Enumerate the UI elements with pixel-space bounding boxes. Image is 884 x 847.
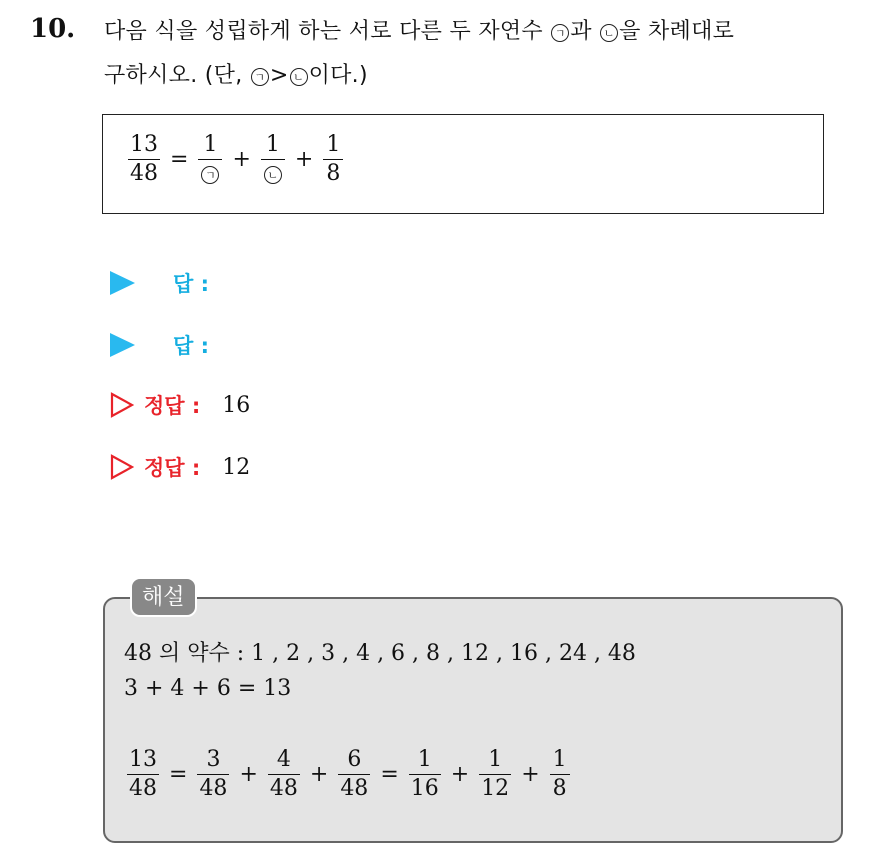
fraction-term-1 xyxy=(198,133,222,186)
question-text: 구하시오. (단, xyxy=(104,63,250,88)
numerator: 1 xyxy=(326,132,341,157)
question-line-2 xyxy=(104,58,368,89)
equals-sign: = xyxy=(169,762,188,787)
numerator: 13 xyxy=(129,747,157,772)
fraction xyxy=(338,748,370,801)
numerator: 1 xyxy=(552,747,567,772)
fraction xyxy=(409,748,441,801)
denominator: 48 xyxy=(199,776,228,801)
numerator: 1 xyxy=(203,132,218,157)
plus-sign: + xyxy=(450,762,470,787)
question-line-1 xyxy=(104,14,734,45)
solution-tag: 해설 xyxy=(130,577,197,617)
numerator: 3 xyxy=(206,747,221,772)
question-text: 다음 식을 성립하게 하는 서로 다른 두 자연수 xyxy=(104,19,551,44)
correct-label: 정답 : xyxy=(144,456,201,480)
numerator: 4 xyxy=(276,747,291,772)
correct-row-2 xyxy=(110,452,250,482)
denominator: 48 xyxy=(340,776,369,801)
correct-value: 16 xyxy=(222,392,251,418)
denominator: 8 xyxy=(550,774,570,801)
triangle-outline-icon xyxy=(110,454,134,480)
equals-sign: = xyxy=(170,147,189,172)
denominator xyxy=(198,159,222,186)
solution-equation xyxy=(124,748,573,801)
triangle-filled-icon xyxy=(110,333,135,357)
triangle-outline-icon xyxy=(110,392,134,418)
answer-label: 답 : xyxy=(173,334,209,358)
fraction-term-3 xyxy=(323,133,343,186)
fraction xyxy=(197,748,229,801)
denominator: 16 xyxy=(410,776,439,801)
numerator: 1 xyxy=(417,747,432,772)
greater-than-sign: > xyxy=(269,63,289,88)
numerator: 1 xyxy=(488,747,503,772)
question-number: 10. xyxy=(30,14,76,44)
question-text: 이다.) xyxy=(308,63,368,88)
circled-mark-b: ㄴ xyxy=(264,166,282,184)
question-text: 과 xyxy=(570,19,600,44)
numerator: 6 xyxy=(347,747,362,772)
question-text: 을 차례대로 xyxy=(619,19,735,44)
equals-sign: = xyxy=(380,762,399,787)
solution-text: 48 xyxy=(124,641,159,666)
plus-sign: + xyxy=(239,762,258,787)
denominator: 12 xyxy=(481,776,510,801)
denominator: 48 xyxy=(130,161,158,186)
solution-line-2: 3 + 4 + 6 = 13 xyxy=(124,676,292,701)
denominator: 48 xyxy=(129,776,157,801)
denominator xyxy=(261,159,285,186)
fraction-lhs xyxy=(128,133,160,186)
numerator: 1 xyxy=(265,132,280,157)
correct-row-1 xyxy=(110,390,250,420)
solution-text: : 1 , 2 , 3 , 4 , 6 , 8 , 12 , 16 , 24 , 48 xyxy=(229,641,636,666)
answer-label: 답 : xyxy=(173,272,209,296)
circled-mark-a: ㄱ xyxy=(551,24,569,42)
plus-sign: + xyxy=(309,762,329,787)
answer-row-2 xyxy=(110,330,209,360)
numerator: 13 xyxy=(130,132,158,157)
fraction-term-2 xyxy=(261,133,285,186)
solution-line-1 xyxy=(124,636,636,667)
plus-sign: + xyxy=(294,147,314,172)
circled-mark-b: ㄴ xyxy=(600,24,618,42)
correct-value: 12 xyxy=(222,454,251,480)
correct-label: 정답 : xyxy=(144,394,201,418)
solution-text: 의 약수 xyxy=(159,641,230,666)
answer-row-1 xyxy=(110,268,209,298)
fraction xyxy=(127,748,159,801)
plus-sign: + xyxy=(521,762,540,787)
fraction xyxy=(479,748,511,801)
triangle-filled-icon xyxy=(110,271,135,295)
denominator: 8 xyxy=(323,159,343,186)
solution-box xyxy=(103,597,843,843)
equation-box xyxy=(102,114,824,214)
plus-sign: + xyxy=(232,147,251,172)
circled-mark-b: ㄴ xyxy=(290,68,308,86)
equation xyxy=(125,133,346,186)
fraction xyxy=(268,748,300,801)
circled-mark-a: ㄱ xyxy=(201,166,219,184)
fraction xyxy=(550,748,570,801)
denominator: 48 xyxy=(269,776,298,801)
circled-mark-a: ㄱ xyxy=(251,68,269,86)
